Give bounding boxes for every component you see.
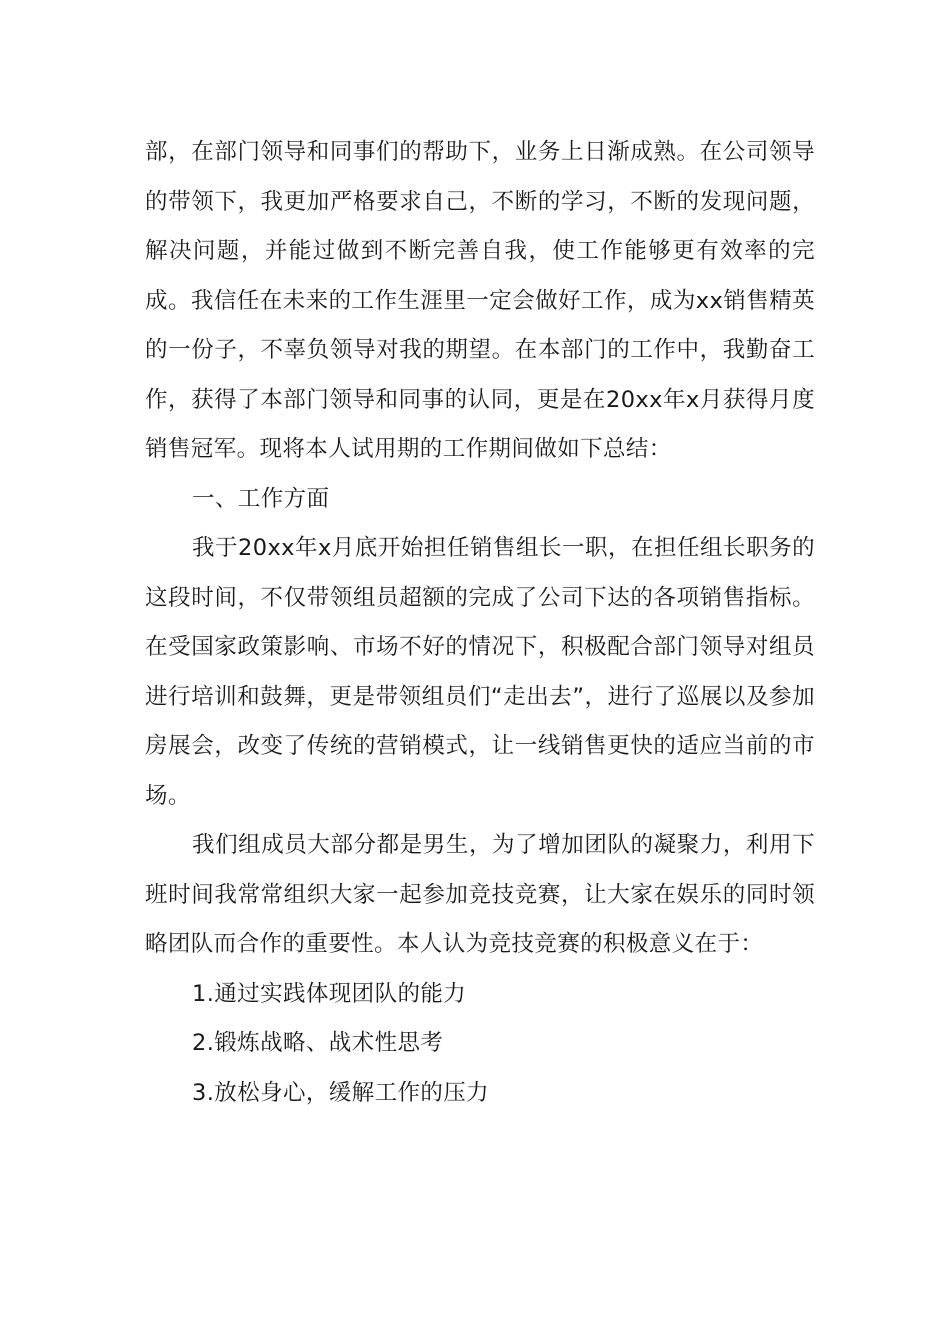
section-heading-work: 一、工作方面 xyxy=(192,485,330,512)
paragraph-1: 部，在部门领导和同事们的帮助下，业务上日渐成熟。在公司领导的带领下，我更加严格要求自己，不断的学习，不断的发现问题，解决问题，并能过做到不断完善自我，使工作能够更有效率的完成。我信任在未来的工作生涯里一定会做好工作，成为xx销售精英的一份子，不辜负领导对我的期望。在本部门的工作中，我勤奋工作，获得了本部门领导和同事的认同，更是在20xx年x月获得月度销售冠军。现将本人试用期的工作期间做如下总结： xyxy=(145,139,815,462)
paragraph-3: 我们组成员大部分都是男生，为了增加团队的凝聚力，利用下班时间我常常组织大家一起参加竞技竞赛，让大家在娱乐的同时领略团队而合作的重要性。本人认为竞技竞赛的积极意义在于： xyxy=(145,832,815,957)
paragraph-2: 我于20xx年x月底开始担任销售组长一职，在担任组长职务的这段时间，不仅带领组员超额的完成了公司下达的各项销售指标。在受国家政策影响、市场不好的情况下，积极配合部门领导对组员进行培训和鼓舞，更是带领组员们“走出去”，进行了巡展以及参加房展会，改变了传统的营销模式，让一线销售更快的适应当前的市场。 xyxy=(145,535,815,809)
list-item-1: 1.通过实践体现团队的能力 xyxy=(192,980,467,1007)
list-item-2: 2.锻炼战略、战术性思考 xyxy=(192,1030,444,1056)
document-body xyxy=(145,128,815,1118)
list-item-3: 3.放松身心，缓解工作的压力 xyxy=(192,1079,490,1106)
